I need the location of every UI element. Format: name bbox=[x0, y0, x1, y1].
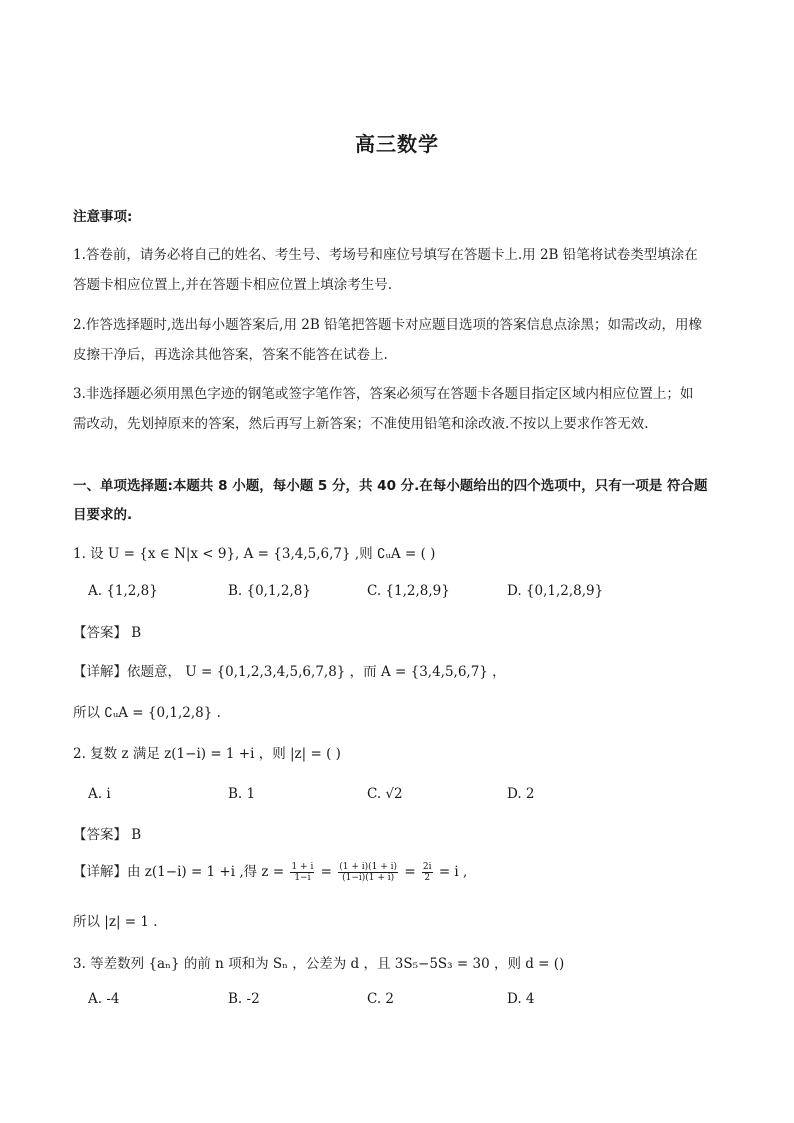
question-1-option-a: A. {1,2,8} bbox=[88, 583, 158, 599]
question-2-detail-suffix: = i , bbox=[438, 864, 468, 880]
note-1-line-1: 1.答卷前，请务必将自己的姓名、考生号、考场号和座位号填写在答题卡上.用 2B 铅笔将试卷类型填涂在 bbox=[73, 247, 698, 263]
equals-sign-1: = bbox=[320, 864, 332, 880]
question-1-option-b: B. {0,1,2,8} bbox=[228, 583, 311, 599]
section-heading-line-2: 目要求的. bbox=[73, 507, 133, 523]
fraction-2-denominator: (1−i)(1 + i) bbox=[342, 873, 395, 883]
question-1-stem: 1. 设 U = {x ∈ N|x < 9}, A = {3,4,5,6,7} ,则 ∁ᵤA = ( ) bbox=[73, 546, 436, 562]
note-3-line-2: 需改动，先划掉原来的答案，然后再写上新答案；不准使用铅笔和涂改液.不按以上要求作答无效. bbox=[73, 416, 649, 432]
question-2-option-d: D. 2 bbox=[507, 786, 535, 802]
question-1-option-d: D. {0,1,2,8,9} bbox=[507, 583, 604, 599]
notes-heading: 注意事项: bbox=[73, 209, 133, 225]
note-1-line-2: 答题卡相应位置上,并在答题卡相应位置上填涂考生号. bbox=[73, 277, 393, 293]
question-1-detail: 【详解】依题意， U = {0,1,2,3,4,5,6,7,8} ，而 A = {3,4,5,6,7} ， bbox=[73, 664, 506, 680]
question-1-conclusion: 所以 ∁ᵤA = {0,1,2,8} . bbox=[73, 705, 221, 721]
fraction-3-denominator: 2 bbox=[424, 873, 431, 883]
question-2-conclusion: 所以 |z| = 1 . bbox=[73, 914, 158, 930]
note-3-line-1: 3.非选择题必须用黑色字迹的钢笔或签字笔作答，答案必须写在答题卡各题目指定区域内相应位置上；如 bbox=[73, 386, 694, 402]
note-2-line-1: 2.作答选择题时,选出每小题答案后,用 2B 铅笔把答题卡对应题目选项的答案信息点涂黑；如需改动，用橡 bbox=[73, 317, 703, 333]
fraction-2 bbox=[338, 862, 398, 883]
question-2-stem: 2. 复数 z 满足 z(1−i) = 1 +i ，则 |z| = ( ) bbox=[73, 746, 341, 762]
fraction-2-numerator: (1 + i)(1 + i) bbox=[339, 862, 398, 872]
question-2-detail-prefix: 【详解】由 z(1−i) = 1 +i ,得 z = bbox=[73, 864, 285, 880]
question-2-option-a: A. i bbox=[88, 786, 111, 802]
question-3-option-a: A. -4 bbox=[88, 991, 120, 1007]
question-3-stem: 3. 等差数列 {aₙ} 的前 n 项和为 Sₙ ，公差为 d ，且 3S₅−5S₃ = 30 ，则 d = () bbox=[73, 956, 565, 972]
question-3-option-b: B. -2 bbox=[228, 991, 260, 1007]
question-3-option-d: D. 4 bbox=[507, 991, 535, 1007]
question-2-detail bbox=[73, 860, 467, 883]
page-title: 高三数学 bbox=[355, 132, 439, 156]
question-2-option-c: C. √2 bbox=[367, 786, 403, 802]
section-heading-line-1: 一、单项选择题:本题共 8 小题，每小题 5 分，共 40 分.在每小题给出的四个选项中，只有一项是 符合题 bbox=[73, 478, 708, 494]
question-2-option-b: B. 1 bbox=[228, 786, 256, 802]
equals-sign-2: = bbox=[404, 864, 416, 880]
question-3-option-c: C. 2 bbox=[367, 991, 395, 1007]
question-1-option-c: C. {1,2,8,9} bbox=[367, 583, 450, 599]
fraction-1-numerator: 1 + i bbox=[291, 862, 314, 872]
fraction-3-numerator: 2i bbox=[422, 862, 432, 872]
question-1-answer: 【答案】 B bbox=[73, 625, 142, 641]
fraction-3 bbox=[422, 862, 433, 883]
fraction-1-denominator: 1−i bbox=[294, 873, 311, 883]
fraction-1 bbox=[290, 862, 314, 883]
question-2-answer: 【答案】 B bbox=[73, 827, 142, 843]
note-2-line-2: 皮擦干净后，再选涂其他答案，答案不能答在试卷上. bbox=[73, 347, 388, 363]
